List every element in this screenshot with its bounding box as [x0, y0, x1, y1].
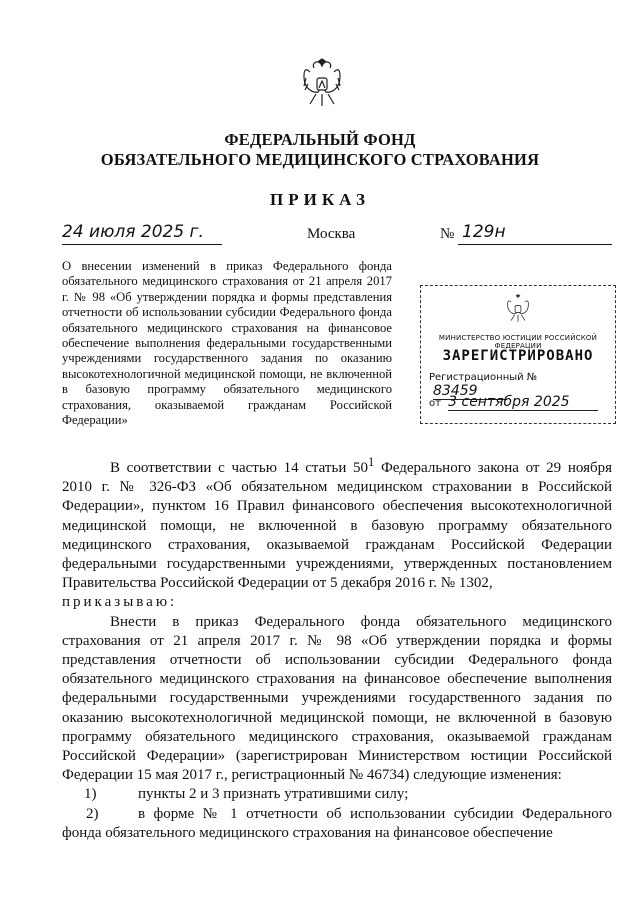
handwritten-number: 129н [462, 222, 506, 242]
stamp-date-row [429, 394, 598, 411]
handwritten-date: 24 июля 2025 г. [62, 222, 204, 242]
stamp-reg-label: Регистрационный № [429, 372, 538, 383]
preamble-text-a: В соответствии с частью 14 статьи 50 [110, 460, 369, 476]
org-name-line2: ОБЯЗАТЕЛЬНОГО МЕДИЦИНСКОГО СТРАХОВАНИЯ [100, 150, 540, 169]
number-label: № [440, 226, 455, 242]
stamp-ministry: МИНИСТЕРСТВО ЮСТИЦИИ РОССИЙСКОЙ ФЕДЕРАЦИИ [438, 334, 598, 350]
document-title: ПРИКАЗ [270, 190, 370, 209]
preamble-paragraph [62, 453, 612, 593]
number-field [458, 222, 612, 245]
prikazyvayu: приказываю: [62, 594, 178, 611]
item-text: в форме № 1 отчетности об использовании субсидии Федерального фонда обязательного медицинского страхования на финансовое обеспечение [62, 805, 612, 841]
org-name-line1: ФЕДЕРАЛЬНЫЙ ФОНД [224, 130, 416, 149]
stamp-date-label: от [429, 398, 441, 409]
stamp-reg-number: 83459 [433, 383, 478, 399]
item-number: 2) [86, 805, 99, 822]
city-label: Москва [307, 226, 356, 242]
date-field [62, 222, 222, 245]
registration-stamp [420, 285, 616, 424]
preamble-text-b: Федерального закона от 29 ноября 2010 г. № 326-ФЗ «Об обязательном медицинском страховании в Российской Федерации», пунктом 16 Правил финансового обеспечения высокотехнологичной медицинской помощи, не включенной в базовую программу обязательного медицинского страхования, оказываемой гражданам Российской Федерации федеральными государственными учреждениями, утвержденных постановлением Правительства Российской Федерации от 5 декабря 2016 г. № 1302, [62, 460, 613, 592]
order-body [62, 453, 612, 843]
order-subject: О внесении изменений в приказ Федерального фонда обязательного медицинского страхования от 21 апреля 2017 г. № 98 «Об утверждении порядка и формы представления отчетности об использовании субсидии Федерального фонда обязательного медицинского страхования на финансовое обеспечение выполнения федеральными государственными учреждениями государственного задания по оказанию высокотехнологичной медицинской помощи, не включенной в базовую программу обязательного медицинского страхования, оказываемой гражданам Российской Федерации» [62, 259, 392, 428]
article-superscript: 1 [368, 455, 375, 469]
item-number: 1) [84, 786, 97, 803]
list-item [62, 805, 612, 843]
stamp-registered: ЗАРЕГИСТРИРОВАНО [442, 348, 594, 364]
main-paragraph: Внести в приказ Федерального фонда обязательного медицинского страхования от 21 апреля 2017 г. № 98 «Об утверждении порядка и формы представления отчетности об использовании субсидии Федерального фонда обязательного медицинского страхования на финансовое обеспечение выполнения федеральными государственными учреждениями государственного задания по оказанию высокотехнологичной медицинской помощи, не включенной в базовую программу обязательного медицинского страхования, оказываемой гражданам Российской Федерации» (зарегистрирован Министерством юстиции Российской Федерации 15 мая 2017 г., регистрационный № 46734) следующие изменения: [62, 613, 612, 784]
list-item [62, 785, 612, 804]
stamp-date-value: 3 сентября 2025 [448, 394, 570, 410]
coat-of-arms-icon [302, 58, 342, 110]
coat-of-arms-icon [505, 294, 531, 324]
item-text: пункты 2 и 3 признать утратившими силу; [138, 786, 409, 803]
